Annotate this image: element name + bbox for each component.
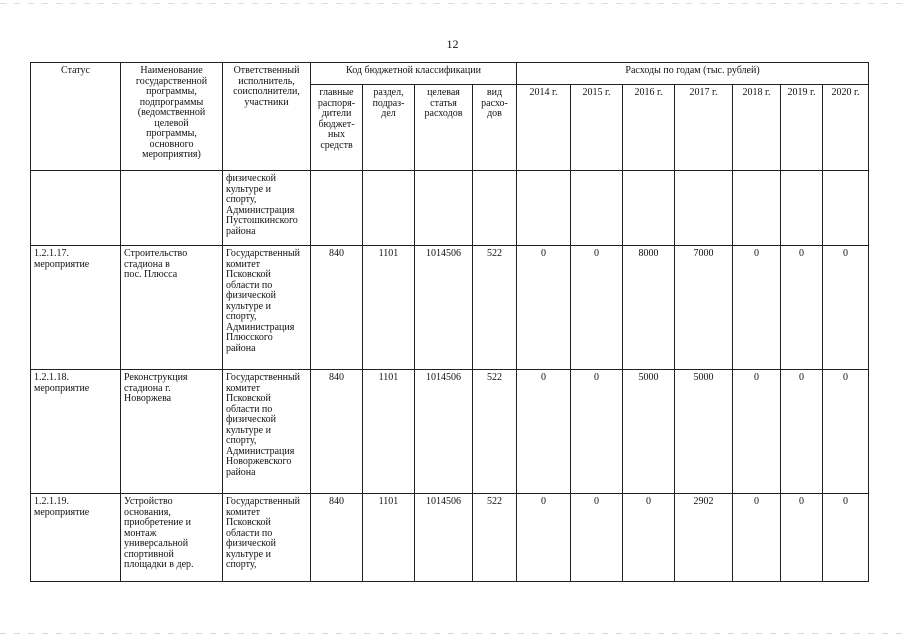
row-value-2016: 8000	[623, 246, 675, 370]
row-value-2020: 0	[823, 246, 869, 370]
header-expenses: Расходы по годам (тыс. рублей)	[517, 63, 869, 85]
row-responsible: Государственный комитет Псковской области по физической культуре и спорту, Администрация Плюсского района	[223, 246, 311, 370]
row-status: 1.2.1.17. мероприятие	[31, 246, 121, 370]
scan-edge-top	[0, 3, 905, 4]
row-vr	[473, 171, 517, 246]
scan-edge-bottom	[0, 633, 905, 634]
table-row	[31, 370, 869, 494]
row-value-2015: 0	[571, 370, 623, 494]
row-status: 1.2.1.19. мероприятие	[31, 494, 121, 582]
row-rzpr: 1101	[363, 246, 415, 370]
row-rzpr: 1101	[363, 494, 415, 582]
header-year-2016: 2016 г.	[623, 85, 675, 171]
row-value-2019	[781, 171, 823, 246]
header-grbs: главные распоря- дители бюджет- ных средств	[311, 85, 363, 171]
row-status: 1.2.1.18. мероприятие	[31, 370, 121, 494]
row-value-2015: 0	[571, 246, 623, 370]
row-value-2017: 5000	[675, 370, 733, 494]
header-year-2019: 2019 г.	[781, 85, 823, 171]
page-number: 12	[446, 37, 459, 51]
row-rzpr	[363, 171, 415, 246]
row-value-2016: 0	[623, 494, 675, 582]
row-value-2014	[517, 171, 571, 246]
row-value-2015	[571, 171, 623, 246]
row-csr: 1014506	[415, 494, 473, 582]
table-row	[31, 171, 869, 246]
row-value-2014: 0	[517, 494, 571, 582]
header-rzpr: раздел, подраз- дел	[363, 85, 415, 171]
row-name: Реконструкция стадиона г. Новоржева	[121, 370, 223, 494]
row-value-2019: 0	[781, 494, 823, 582]
row-csr: 1014506	[415, 246, 473, 370]
header-vr: вид расхо- дов	[473, 85, 517, 171]
header-name: Наименование государственной программы, подпрограммы (ведомственной целевой программы, основного мероприятия)	[121, 63, 223, 171]
row-value-2014: 0	[517, 370, 571, 494]
row-grbs: 840	[311, 246, 363, 370]
row-name: Устройство основания, приобретение и монтаж универсальной спортивной площадки в дер.	[121, 494, 223, 582]
row-name	[121, 171, 223, 246]
row-grbs: 840	[311, 370, 363, 494]
row-responsible: Государственный комитет Псковской области по физической культуре и спорту, Администрация Новоржевского района	[223, 370, 311, 494]
row-grbs	[311, 171, 363, 246]
row-responsible: физической культуре и спорту, Администрация Пустошкинского района	[223, 171, 311, 246]
row-value-2017: 2902	[675, 494, 733, 582]
row-csr: 1014506	[415, 370, 473, 494]
header-year-2018: 2018 г.	[733, 85, 781, 171]
row-name: Строительство стадиона в пос. Плюсса	[121, 246, 223, 370]
table-row	[31, 246, 869, 370]
row-value-2016	[623, 171, 675, 246]
header-year-2014: 2014 г.	[517, 85, 571, 171]
row-csr	[415, 171, 473, 246]
row-value-2016: 5000	[623, 370, 675, 494]
header-year-2020: 2020 г.	[823, 85, 869, 171]
row-value-2020: 0	[823, 494, 869, 582]
row-vr: 522	[473, 246, 517, 370]
row-vr: 522	[473, 494, 517, 582]
header-csr: целевая статья расходов	[415, 85, 473, 171]
row-value-2019: 0	[781, 370, 823, 494]
row-value-2015: 0	[571, 494, 623, 582]
row-value-2018	[733, 171, 781, 246]
row-value-2020: 0	[823, 370, 869, 494]
row-responsible: Государственный комитет Псковской области по физической культуре и спорту,	[223, 494, 311, 582]
header-responsible: Ответственный исполнитель, соисполнители, участники	[223, 63, 311, 171]
row-value-2018: 0	[733, 494, 781, 582]
header-year-2017: 2017 г.	[675, 85, 733, 171]
row-rzpr: 1101	[363, 370, 415, 494]
row-status	[31, 171, 121, 246]
row-grbs: 840	[311, 494, 363, 582]
header-year-2015: 2015 г.	[571, 85, 623, 171]
row-vr: 522	[473, 370, 517, 494]
header-budget-code: Код бюджетной классификации	[311, 63, 517, 85]
table-row	[31, 494, 869, 582]
header-status: Статус	[31, 63, 121, 171]
budget-table	[30, 62, 869, 582]
row-value-2014: 0	[517, 246, 571, 370]
row-value-2018: 0	[733, 370, 781, 494]
row-value-2019: 0	[781, 246, 823, 370]
row-value-2020	[823, 171, 869, 246]
row-value-2017: 7000	[675, 246, 733, 370]
row-value-2018: 0	[733, 246, 781, 370]
row-value-2017	[675, 171, 733, 246]
